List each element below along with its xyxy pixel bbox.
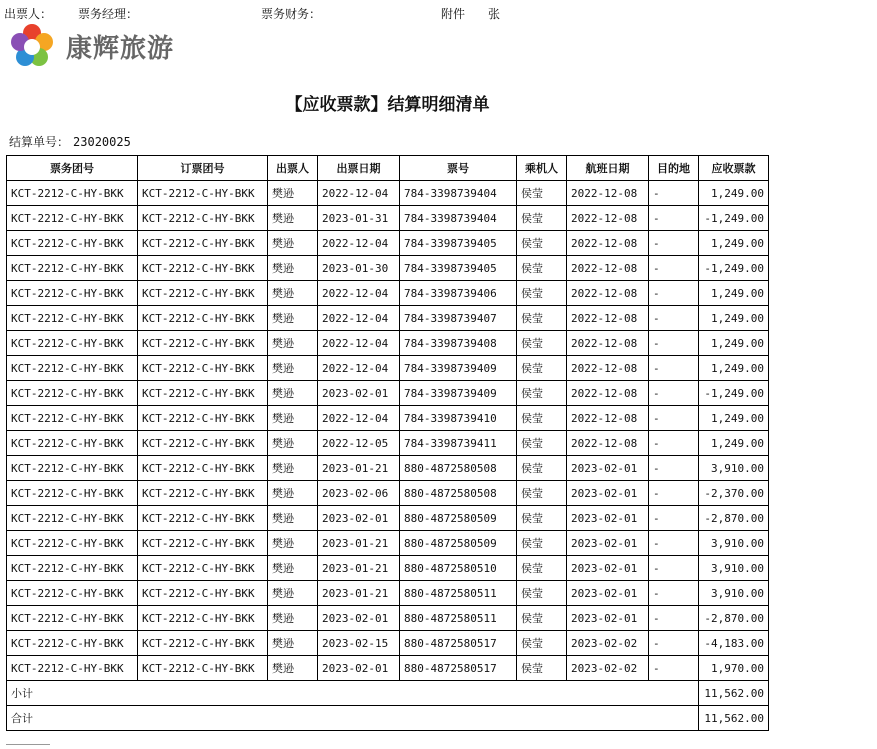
cell-destination: - [649,581,699,606]
cell-flight-date: 2022-12-08 [567,381,649,406]
cell-ticket-group-no: KCT-2212-C-HY-BKK [7,356,138,381]
cell-issue-date: 2023-01-21 [318,531,400,556]
column-header-ticket-group-no: 票务团号 [7,156,138,181]
cell-ticket-group-no: KCT-2212-C-HY-BKK [7,281,138,306]
total-value: 11,562.00 [699,706,769,731]
cell-booking-group-no: KCT-2212-C-HY-BKK [138,381,268,406]
cell-booking-group-no: KCT-2212-C-HY-BKK [138,456,268,481]
cell-ticket-no: 784-3398739407 [400,306,517,331]
cell-booking-group-no: KCT-2212-C-HY-BKK [138,256,268,281]
cell-destination: - [649,606,699,631]
cell-receivable: 1,249.00 [699,281,769,306]
cell-booking-group-no: KCT-2212-C-HY-BKK [138,581,268,606]
cell-flight-date: 2023-02-01 [567,506,649,531]
cell-ticket-no: 784-3398739409 [400,356,517,381]
cell-ticket-no: 880-4872580508 [400,456,517,481]
cell-destination: - [649,231,699,256]
cell-booking-group-no: KCT-2212-C-HY-BKK [138,231,268,256]
attachment-unit: 张 [488,7,501,21]
table-row [7,556,769,581]
cell-passenger: 侯莹 [517,506,567,531]
finance-label: 票务财务： [261,7,322,21]
cell-passenger: 侯莹 [517,456,567,481]
attachment-label: 附件 [441,7,466,21]
cell-destination: - [649,381,699,406]
cell-booking-group-no: KCT-2212-C-HY-BKK [138,631,268,656]
cell-ticket-no: 784-3398739408 [400,331,517,356]
cell-flight-date: 2022-12-08 [567,356,649,381]
cell-flight-date: 2022-12-08 [567,281,649,306]
cell-receivable: 1,249.00 [699,306,769,331]
cell-receivable: 3,910.00 [699,556,769,581]
cell-flight-date: 2022-12-08 [567,431,649,456]
cell-receivable: -2,370.00 [699,481,769,506]
column-header-receivable: 应收票款 [699,156,769,181]
table-row [7,181,769,206]
manager-label: 票务经理： [78,7,139,21]
column-header-passenger: 乘机人 [517,156,567,181]
cell-ticket-no: 880-4872580517 [400,631,517,656]
cell-flight-date: 2022-12-08 [567,406,649,431]
cell-issue-date: 2023-02-01 [318,506,400,531]
cell-issuer: 樊逊 [268,606,318,631]
cell-receivable: 3,910.00 [699,531,769,556]
cell-flight-date: 2022-12-08 [567,331,649,356]
cell-destination: - [649,256,699,281]
cell-issuer: 樊逊 [268,631,318,656]
cell-passenger: 侯莹 [517,531,567,556]
cell-ticket-group-no: KCT-2212-C-HY-BKK [7,256,138,281]
cell-receivable: -2,870.00 [699,606,769,631]
table-row [7,456,769,481]
table-row [7,356,769,381]
cell-destination: - [649,456,699,481]
cell-ticket-group-no: KCT-2212-C-HY-BKK [7,531,138,556]
cell-issuer: 樊逊 [268,206,318,231]
table-row [7,481,769,506]
cell-issue-date: 2022-12-04 [318,406,400,431]
table-row [7,381,769,406]
table-row [7,406,769,431]
column-header-ticket-no: 票号 [400,156,517,181]
cell-ticket-no: 784-3398739405 [400,256,517,281]
cell-issue-date: 2023-01-21 [318,581,400,606]
cell-issue-date: 2022-12-04 [318,181,400,206]
cell-receivable: 1,249.00 [699,231,769,256]
cell-flight-date: 2022-12-08 [567,306,649,331]
cell-passenger: 侯莹 [517,406,567,431]
table-row [7,206,769,231]
cell-issuer: 樊逊 [268,481,318,506]
settlement-number-label: 结算单号： [9,135,70,149]
table-row [7,281,769,306]
cell-ticket-group-no: KCT-2212-C-HY-BKK [7,406,138,431]
cell-booking-group-no: KCT-2212-C-HY-BKK [138,181,268,206]
cell-receivable: -1,249.00 [699,206,769,231]
cell-passenger: 侯莹 [517,181,567,206]
cell-receivable: 1,970.00 [699,656,769,681]
table-row [7,631,769,656]
cell-ticket-no: 880-4872580509 [400,506,517,531]
cell-booking-group-no: KCT-2212-C-HY-BKK [138,481,268,506]
cell-passenger: 侯莹 [517,656,567,681]
cell-passenger: 侯莹 [517,556,567,581]
cell-issuer: 樊逊 [268,256,318,281]
cell-ticket-no: 784-3398739404 [400,181,517,206]
cell-issue-date: 2023-02-06 [318,481,400,506]
cell-ticket-group-no: KCT-2212-C-HY-BKK [7,231,138,256]
cell-issuer: 樊逊 [268,281,318,306]
subtotal-value: 11,562.00 [699,681,769,706]
cell-issue-date: 2023-01-21 [318,556,400,581]
cell-issuer: 樊逊 [268,231,318,256]
table-row [7,256,769,281]
settlement-table [6,155,769,731]
cell-ticket-no: 880-4872580509 [400,531,517,556]
cell-destination: - [649,506,699,531]
cell-passenger: 侯莹 [517,331,567,356]
cell-flight-date: 2023-02-01 [567,456,649,481]
table-row [7,306,769,331]
cell-issuer: 樊逊 [268,331,318,356]
cell-issue-date: 2023-01-21 [318,456,400,481]
cell-issue-date: 2023-02-01 [318,381,400,406]
cell-booking-group-no: KCT-2212-C-HY-BKK [138,531,268,556]
cell-booking-group-no: KCT-2212-C-HY-BKK [138,556,268,581]
cell-receivable: -2,870.00 [699,506,769,531]
cell-destination: - [649,481,699,506]
cell-flight-date: 2023-02-01 [567,481,649,506]
cell-flight-date: 2022-12-08 [567,206,649,231]
cell-destination: - [649,306,699,331]
cell-ticket-no: 784-3398739404 [400,206,517,231]
column-header-issue-date: 出票日期 [318,156,400,181]
column-header-flight-date: 航班日期 [567,156,649,181]
cell-ticket-group-no: KCT-2212-C-HY-BKK [7,556,138,581]
cell-passenger: 侯莹 [517,481,567,506]
signature-bar [0,0,877,24]
cell-receivable: 3,910.00 [699,456,769,481]
cell-destination: - [649,531,699,556]
flower-logo-icon [8,22,56,70]
column-header-issuer: 出票人 [268,156,318,181]
cell-passenger: 侯莹 [517,281,567,306]
column-header-destination: 目的地 [649,156,699,181]
cell-destination: - [649,331,699,356]
cell-issuer: 樊逊 [268,431,318,456]
cell-passenger: 侯莹 [517,606,567,631]
cell-issue-date: 2023-02-15 [318,631,400,656]
cell-ticket-no: 880-4872580511 [400,581,517,606]
cell-passenger: 侯莹 [517,631,567,656]
cell-booking-group-no: KCT-2212-C-HY-BKK [138,281,268,306]
cell-issue-date: 2022-12-04 [318,356,400,381]
cell-issuer: 樊逊 [268,556,318,581]
cell-ticket-no: 880-4872580510 [400,556,517,581]
cell-issue-date: 2022-12-04 [318,306,400,331]
cell-destination: - [649,356,699,381]
cell-issue-date: 2022-12-05 [318,431,400,456]
cell-issuer: 樊逊 [268,506,318,531]
cell-passenger: 侯莹 [517,581,567,606]
cell-flight-date: 2022-12-08 [567,231,649,256]
cell-booking-group-no: KCT-2212-C-HY-BKK [138,206,268,231]
cell-receivable: 1,249.00 [699,406,769,431]
cell-issuer: 樊逊 [268,356,318,381]
cell-flight-date: 2023-02-01 [567,606,649,631]
settlement-number-value: 23020025 [73,135,131,149]
cell-receivable: 3,910.00 [699,581,769,606]
cell-receivable: 1,249.00 [699,181,769,206]
cell-receivable: 1,249.00 [699,431,769,456]
cell-ticket-no: 784-3398739405 [400,231,517,256]
cell-ticket-group-no: KCT-2212-C-HY-BKK [7,506,138,531]
cell-ticket-group-no: KCT-2212-C-HY-BKK [7,331,138,356]
cell-destination: - [649,556,699,581]
cell-flight-date: 2023-02-02 [567,631,649,656]
cell-issue-date: 2023-01-30 [318,256,400,281]
cell-flight-date: 2023-02-01 [567,556,649,581]
drawer-label: 出票人： [4,7,53,21]
cell-passenger: 侯莹 [517,256,567,281]
cell-issuer: 樊逊 [268,531,318,556]
cell-destination: - [649,656,699,681]
cell-receivable: -1,249.00 [699,381,769,406]
cell-ticket-group-no: KCT-2212-C-HY-BKK [7,381,138,406]
cell-ticket-group-no: KCT-2212-C-HY-BKK [7,581,138,606]
subtotal-label: 小计 [7,681,699,706]
cell-issuer: 樊逊 [268,181,318,206]
cell-ticket-no: 880-4872580511 [400,606,517,631]
cell-flight-date: 2022-12-08 [567,181,649,206]
cell-receivable: -4,183.00 [699,631,769,656]
cell-issue-date: 2023-02-01 [318,656,400,681]
cell-issuer: 樊逊 [268,456,318,481]
cell-booking-group-no: KCT-2212-C-HY-BKK [138,331,268,356]
cell-passenger: 侯莹 [517,231,567,256]
table-row [7,506,769,531]
cell-destination: - [649,431,699,456]
cell-receivable: 1,249.00 [699,356,769,381]
cell-passenger: 侯莹 [517,381,567,406]
cell-destination: - [649,181,699,206]
cell-ticket-no: 784-3398739410 [400,406,517,431]
cell-ticket-group-no: KCT-2212-C-HY-BKK [7,481,138,506]
cell-ticket-group-no: KCT-2212-C-HY-BKK [7,656,138,681]
cell-issue-date: 2022-12-04 [318,331,400,356]
cell-destination: - [649,281,699,306]
cell-issue-date: 2023-01-31 [318,206,400,231]
cell-ticket-no: 784-3398739406 [400,281,517,306]
cell-passenger: 侯莹 [517,306,567,331]
cell-ticket-no: 784-3398739409 [400,381,517,406]
cell-issue-date: 2023-02-01 [318,606,400,631]
page-footer-edge [6,744,50,749]
cell-issuer: 樊逊 [268,581,318,606]
cell-booking-group-no: KCT-2212-C-HY-BKK [138,506,268,531]
total-row [7,706,769,731]
cell-issuer: 樊逊 [268,381,318,406]
cell-issue-date: 2022-12-04 [318,281,400,306]
cell-ticket-group-no: KCT-2212-C-HY-BKK [7,306,138,331]
table-row [7,606,769,631]
cell-passenger: 侯莹 [517,356,567,381]
cell-ticket-no: 880-4872580517 [400,656,517,681]
cell-issuer: 樊逊 [268,656,318,681]
cell-ticket-group-no: KCT-2212-C-HY-BKK [7,206,138,231]
cell-booking-group-no: KCT-2212-C-HY-BKK [138,656,268,681]
cell-booking-group-no: KCT-2212-C-HY-BKK [138,606,268,631]
cell-ticket-group-no: KCT-2212-C-HY-BKK [7,631,138,656]
cell-booking-group-no: KCT-2212-C-HY-BKK [138,356,268,381]
cell-booking-group-no: KCT-2212-C-HY-BKK [138,406,268,431]
document-title: 【应收票款】结算明细清单 [285,95,490,115]
cell-ticket-group-no: KCT-2212-C-HY-BKK [7,606,138,631]
cell-issue-date: 2022-12-04 [318,231,400,256]
table-header-row [7,156,769,181]
cell-booking-group-no: KCT-2212-C-HY-BKK [138,431,268,456]
column-header-booking-group-no: 订票团号 [138,156,268,181]
cell-receivable: -1,249.00 [699,256,769,281]
cell-flight-date: 2023-02-02 [567,656,649,681]
settlement-number [9,133,131,150]
cell-issuer: 樊逊 [268,306,318,331]
cell-flight-date: 2022-12-08 [567,256,649,281]
table-row [7,531,769,556]
table-row [7,231,769,256]
subtotal-row [7,681,769,706]
cell-ticket-group-no: KCT-2212-C-HY-BKK [7,456,138,481]
cell-ticket-group-no: KCT-2212-C-HY-BKK [7,181,138,206]
table-row [7,431,769,456]
cell-receivable: 1,249.00 [699,331,769,356]
cell-issuer: 樊逊 [268,406,318,431]
brand-name: 康辉旅游 [66,34,175,64]
cell-destination: - [649,206,699,231]
cell-booking-group-no: KCT-2212-C-HY-BKK [138,306,268,331]
cell-flight-date: 2023-02-01 [567,581,649,606]
cell-destination: - [649,406,699,431]
cell-destination: - [649,631,699,656]
cell-ticket-group-no: KCT-2212-C-HY-BKK [7,431,138,456]
table-row [7,656,769,681]
total-label: 合计 [7,706,699,731]
cell-flight-date: 2023-02-01 [567,531,649,556]
cell-ticket-no: 880-4872580508 [400,481,517,506]
cell-ticket-no: 784-3398739411 [400,431,517,456]
table-row [7,331,769,356]
cell-passenger: 侯莹 [517,206,567,231]
company-logo [8,22,208,70]
cell-passenger: 侯莹 [517,431,567,456]
table-row [7,581,769,606]
